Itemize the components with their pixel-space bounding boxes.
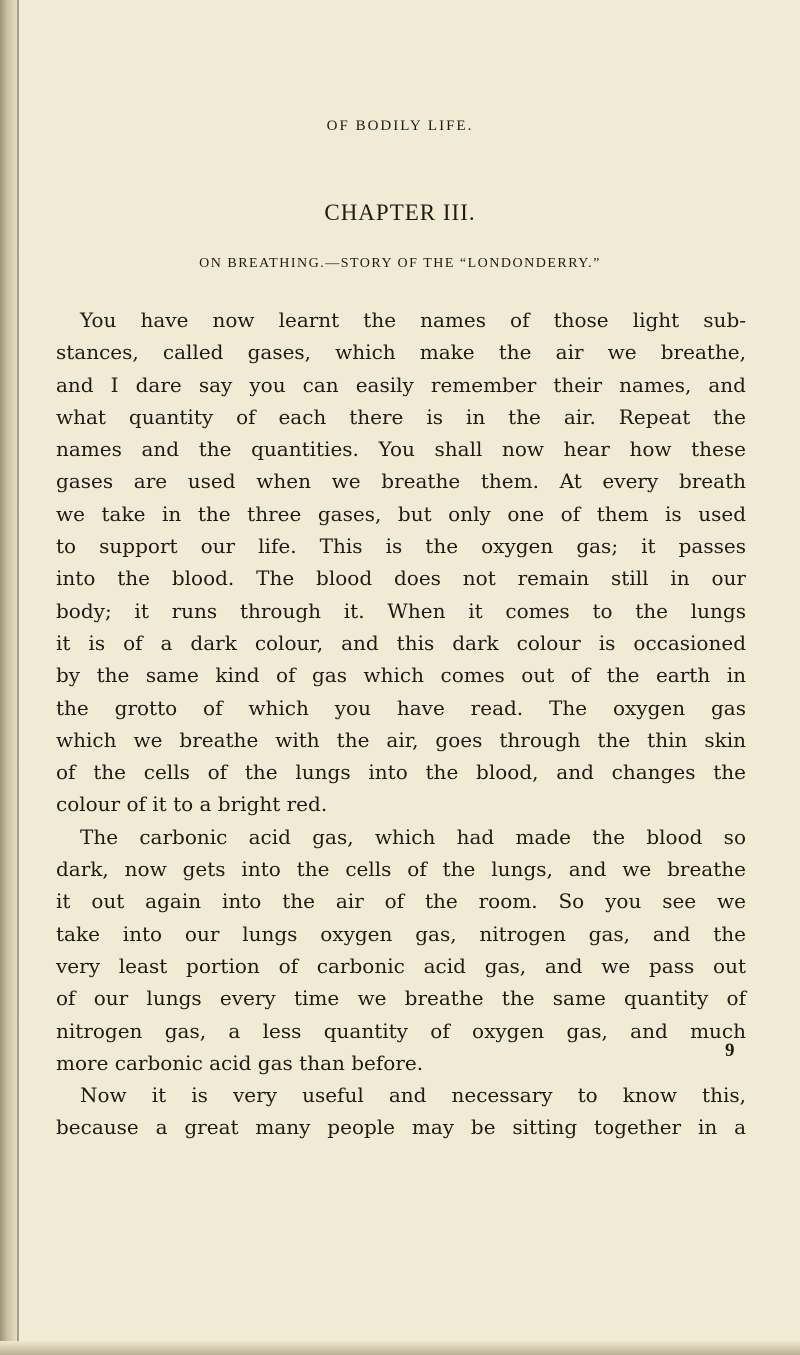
text-line: of the cells of the lungs into the blood, and changes the: [56, 760, 746, 785]
text-line: which we breathe with the air, goes through the thin skin: [56, 727, 746, 752]
text-line: names and the quantities. You shall now hear how these: [56, 437, 746, 462]
page-number: 9: [725, 1040, 735, 1061]
text-line: of our lungs every time we breathe the same quantity of: [56, 986, 746, 1011]
text-line: Now it is very useful and necessary to know this,: [80, 1083, 746, 1108]
text-line: we take in the three gases, but only one of them is used: [56, 501, 746, 526]
text-line: it out again into the air of the room. So you see we: [56, 889, 746, 914]
text-line: the grotto of which you have read. The oxygen gas: [56, 695, 746, 720]
text-line: into the blood. The blood does not remain still in our: [56, 566, 746, 591]
text-line: because a great many people may be sitting together in a: [56, 1115, 746, 1140]
text-line: gases are used when we breathe them. At every breath: [56, 469, 746, 494]
text-line: what quantity of each there is in the air. Repeat the: [56, 404, 746, 429]
page-bottom-edge: [0, 1341, 800, 1355]
text-line: body; it runs through it. When it comes to the lungs: [56, 598, 746, 623]
text-line: You have now learnt the names of those light sub-: [80, 308, 746, 332]
chapter-title: CHAPTER III.: [324, 200, 476, 225]
running-head: OF BODILY LIFE.: [326, 118, 474, 134]
body-text: [56, 304, 746, 1144]
text-line: nitrogen gas, a less quantity of oxygen gas, and much: [56, 1018, 746, 1043]
text-line: to support our life. This is the oxygen gas; it passes: [56, 534, 746, 559]
text-line: very least portion of carbonic acid gas, and we pass out: [56, 953, 746, 978]
text-line: dark, now gets into the cells of the lungs, and we breathe: [56, 857, 746, 882]
text-line: and I dare say you can easily remember their names, and: [56, 372, 746, 397]
text-line: more carbonic acid gas than before.: [56, 1050, 424, 1075]
text-line: take into our lungs oxygen gas, nitrogen gas, and the: [56, 921, 746, 946]
text-line: by the same kind of gas which comes out of the earth in: [56, 663, 746, 688]
chapter-subtitle: ON BREATHING.—STORY OF THE “LONDONDERRY.”: [199, 256, 601, 271]
text-line: The carbonic acid gas, which had made the blood so: [80, 824, 746, 849]
text-line: stances, called gases, which make the air we breathe,: [56, 340, 746, 365]
text-line: it is of a dark colour, and this dark colour is occasioned: [56, 630, 746, 655]
text-line: colour of it to a bright red.: [56, 792, 328, 817]
